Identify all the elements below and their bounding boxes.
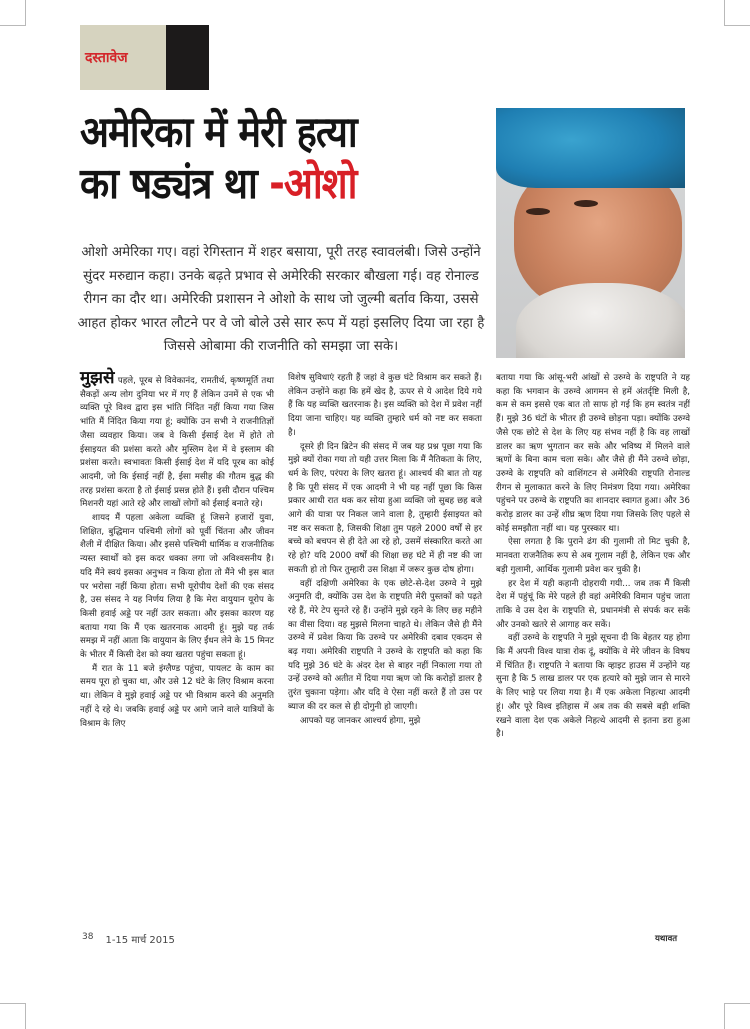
crop-mark-bottom-left <box>0 1003 26 1029</box>
paragraph: विशेष सुविधाएं रहती हैं जहां वे कुछ घंटे विश्राम कर सकते हैं। लेकिन उन्होंने कहा कि हमें खेद है, ऊपर से ये आदेश दिये गये हैं कि यह व्यक्ति खतरनाक है। इस व्यक्ति को देश में प्रवेश नहीं दिया जाना चाहिए। यह व्यक्ति तुम्हारे धर्म को नष्ट कर सकता है। <box>288 373 482 438</box>
photo-cap <box>496 108 685 188</box>
headline-line-1: अमेरिका में मेरी हत्या <box>80 107 357 157</box>
paragraph: वहीं दक्षिणी अमेरिका के एक छोटे-से-देश उरुग्वे ने मुझे अनुमति दी, क्योंकि उस देश के राष्ट्रपति मेरी पुस्तकों को पढ़ते रहे हैं, मेरे टेप सुनते रहे हैं। उन्होंने मुझे रहने के लिए छह महीने का वीसा दिया। वह मुझसे मिलना चाहते थे। लेकिन जैसे ही मैंने उरुग्वे में प्रवेश किया कि उरुग्वे पर अमेरिकी दबाव एकदम से बढ़ गया। अमेरिकी राष्ट्रपति ने उरुग्वे के राष्ट्रपति को कहा कि यदि मुझे 36 घंटे के अंदर देश से बाहर नहीं निकाला गया तो उन्हें उरुग्वे को अतीत में दिया गया ऋण जो कि करोड़ों डालर है तुरंत चुकाना पड़ेगा। और यदि वे ऐसा नहीं करते हैं तो उस पर ब्याज की दर कल से ही दोगुनी हो जाएगी। <box>288 578 482 712</box>
page-number: 38 <box>82 932 94 942</box>
article-headline <box>80 106 480 209</box>
section-tag-label: दस्तावेज <box>80 25 166 90</box>
paragraph: बताया गया कि आंसू-भरी आंखों से उरुग्वे के राष्ट्रपति ने यह कहा कि भगवान के उरुग्वे आगमन से हमें अंतर्दृष्टि मिली है, कम से कम इससे एक बात तो साफ हो गई कि हम स्वतंत्र नहीं हैं। मुझे 36 घंटों के भीतर ही उरुग्वे छोड़ना पड़ा। क्योंकि उरुग्वे जैसे एक छोटे से देश के लिए यह संभव नहीं है कि वह लाखों डालर का ऋण भुगतान कर सके और भविष्य में मिलने वाले ऋणों के बिना काम चला सके। और जैसे ही मैंने उरुग्वे छोड़ा, उरुग्वे के राष्ट्रपति को वाशिंगटन से अमेरिकी राष्ट्रपति रोनाल्ड रीगन से मुलाकात करने के लिए निमंत्रण दिया गया। अमेरिका पहुंचने पर उरुग्वे के राष्ट्रपति का शानदार स्वागत हुआ। और 36 करोड़ डालर का उन्हें शीघ्र ऋण दिया गया जिसके लिए पहले से कोई समझौता नहीं था। यह पुरस्कार था। <box>496 373 690 534</box>
section-tag <box>80 25 209 90</box>
paragraph: दूसरे ही दिन ब्रिटेन की संसद में जब यह प्रश्न पूछा गया कि मुझे क्यों रोका गया तो यही उत्तर मिला कि मैं नैतिकता के लिए, धर्म के लिए, परंपरा के लिए खतरा हूं। आश्चर्य की बात तो यह है कि पूरी संसद में एक आदमी ने भी यह नहीं पूछा कि किस प्रकार आधी रात थक कर सोया हुआ व्यक्ति जो सुबह छह बजे आगे की यात्रा पर निकल जाने वाला है, तुम्हारी ईसाइयत को नष्ट कर सकता है, जिसकी शिक्षा तुम पहले 2000 वर्षों से हर बच्चे को बचपन से ही देते आ रहे हो, उसमें संस्कारित करते आ रहे हो? यदि 2000 वर्षों की शिक्षा छह घंटे में ही नष्ट की जा सकती हो तो फिर तुम्हारी उस शिक्षा में जरूर कुछ दोष होगा। <box>288 441 482 575</box>
page-footer-left <box>82 932 175 946</box>
paragraph: आपको यह जानकर आश्चर्य होगा, मुझे <box>300 715 421 726</box>
headline-byline: -ओशो <box>269 158 357 208</box>
photo-beard <box>516 283 685 358</box>
issue-date: 1-15 मार्च 2015 <box>105 935 175 946</box>
photo-eye-left <box>526 208 550 215</box>
body-column-1 <box>80 368 274 947</box>
article-intro: ओशो अमेरिका गए। वहां रेगिस्तान में शहर बसाया, पूरी तरह स्वावलंबी। जिसे उन्होंने सुंदर मरुद्यान कहा। उनके बढ़ते प्रभाव से अमेरिकी सरकार बौखला गई। वह रोनाल्ड रीगन का दौर था। अमेरिकी प्रशासन ने ओशो के साथ जो जुल्मी बर्ताव किया, उससे आहत होकर भारत लौटने पर वे जो बोले उसे सार रूप में यहां इसलिए दिया जा रहा है जिससे ओबामा की राजनीति को समझा जा सके। <box>77 245 485 355</box>
paragraph: मुझसे पहले, पूरब से विवेकानंद, रामतीर्थ, कृष्णमूर्ति तथा सैकड़ों अन्य लोग दुनिया भर में गए हैं लेकिन उनमें से एक भी व्यक्ति पूरे विश्व द्वारा इस भांति निंदित नहीं किया गया जिस भांति मैं निंदित किया गया हूं; क्योंकि उन सभी ने राजनीतिज्ञों जैसा व्यवहार किया। जब वे किसी ईसाई देश में होते तो ईसाइयत की प्रशंसा करते और मुस्लिम देश में वे इस्लाम की प्रशंसा करते। स्वभावतः किसी ईसाई देश में यदि पूरब का कोई आदमी, जो कि ईसाई नहीं है, ईसा मसीह की गौतम बुद्ध की तरह प्रशंसा करता है तो ईसाई प्रसन्न होते हैं। इसी दौरान पश्चिम मिशनरी यहां आते रहे और लाखों लोगों को ईसाई बनाते रहे। <box>80 368 274 510</box>
headline-line-2: का षड्यंत्र था <box>80 158 257 208</box>
body-column-3 <box>496 372 690 947</box>
magazine-name: यथावत <box>655 934 678 944</box>
paragraph: हर देश में यही कहानी दोहरायी गयी... जब तक मैं किसी देश में पहुंचूं कि मेरे पहले ही वहां अमेरिकी विमान पहुंच जाता ताकि वे उस देश के राष्ट्रपति से, प्रधानमंत्री से संपर्क कर सकें और उनको खतरे से आगाह कर सकें। <box>496 578 690 630</box>
section-tag-block <box>166 25 209 90</box>
crop-mark-top-left <box>0 0 26 26</box>
crop-mark-bottom-right <box>724 1003 750 1029</box>
paragraph: शायद मैं पहला अकेला व्यक्ति हूं जिसने हजारों युवा, शिक्षित, बुद्धिमान पश्चिमी लोगों को पूर्वी चिंतना और जीवन शैली में दीक्षित किया। और इससे पश्चिमी धार्मिक व राजनीतिक न्यस्त स्वार्थों को इस कदर धक्का लगा जो अविश्वसनीय है। यदि मैंने स्वयं इसका अनुभव न किया होता तो मैंने भी इस बात पर भरोसा नहीं किया होता। सभी यूरोपीय देशों की एक संसद है, उस संसद ने यह निर्णय लिया है कि मेरा वायुयान यूरोप के किसी हवाई अड्डे पर नहीं उतर सकता। और इसका कारण यह बताया गया कि मैं एक खतरनाक आदमी हूं। मुझे यह तर्क समझ में नहीं आता कि वायुयान के लिए ईंधन लेने के 15 मिनट के भीतर मैं किसी देश को क्या खतरा पहुंचा सकता हूं। <box>80 513 274 661</box>
paragraph: वहीं उरुग्वे के राष्ट्रपति ने मुझे सूचना दी कि बेहतर यह होगा कि मैं अपनी विश्व यात्रा रोक दूं, क्योंकि वे मेरे जीवन के विषय में चिंतित हैं। राष्ट्रपति ने बताया कि व्हाइट हाउस में उन्होंने यह सुना है कि 5 लाख डालर पर एक हत्यारे को मुझे जान से मारने के लिए भाड़े पर लिया गया है। मैं एक अकेला निहत्था आदमी हूं। और पूरे विश्व इतिहास में अब तक की सबसे बड़ी शक्ति रखने वाला देश एक अकेले निहत्थे आदमी से इतना डरा हुआ है। <box>496 633 690 740</box>
body-column-2 <box>288 372 482 947</box>
author-photo <box>496 108 685 358</box>
crop-mark-top-right <box>724 0 750 26</box>
article-body <box>80 368 690 947</box>
paragraph: मैं रात के 11 बजे इंग्लैण्ड पहुंचा, पायलट के काम का समय पूरा हो चुका था, और उसे 12 घंटे के लिए विश्राम करना था। लेकिन वे मुझे हवाई अड्डे पर भी विश्राम करने की अनुमति नहीं दे रहे थे। जबकि हवाई अड्डे पर आगे जाने वाले यात्रियों के विश्राम के लिए <box>80 663 274 729</box>
lead-word: मुझसे <box>80 368 115 388</box>
photo-eye-right <box>574 200 598 207</box>
paragraph: ऐसा लगता है कि पुराने ढंग की गुलामी तो मिट चुकी है, मानवता राजनैतिक रूप से अब गुलाम नहीं है, लेकिन एक और बड़ी गुलामी, आर्थिक गुलामी प्रवेश कर चुकी है। <box>496 537 690 575</box>
